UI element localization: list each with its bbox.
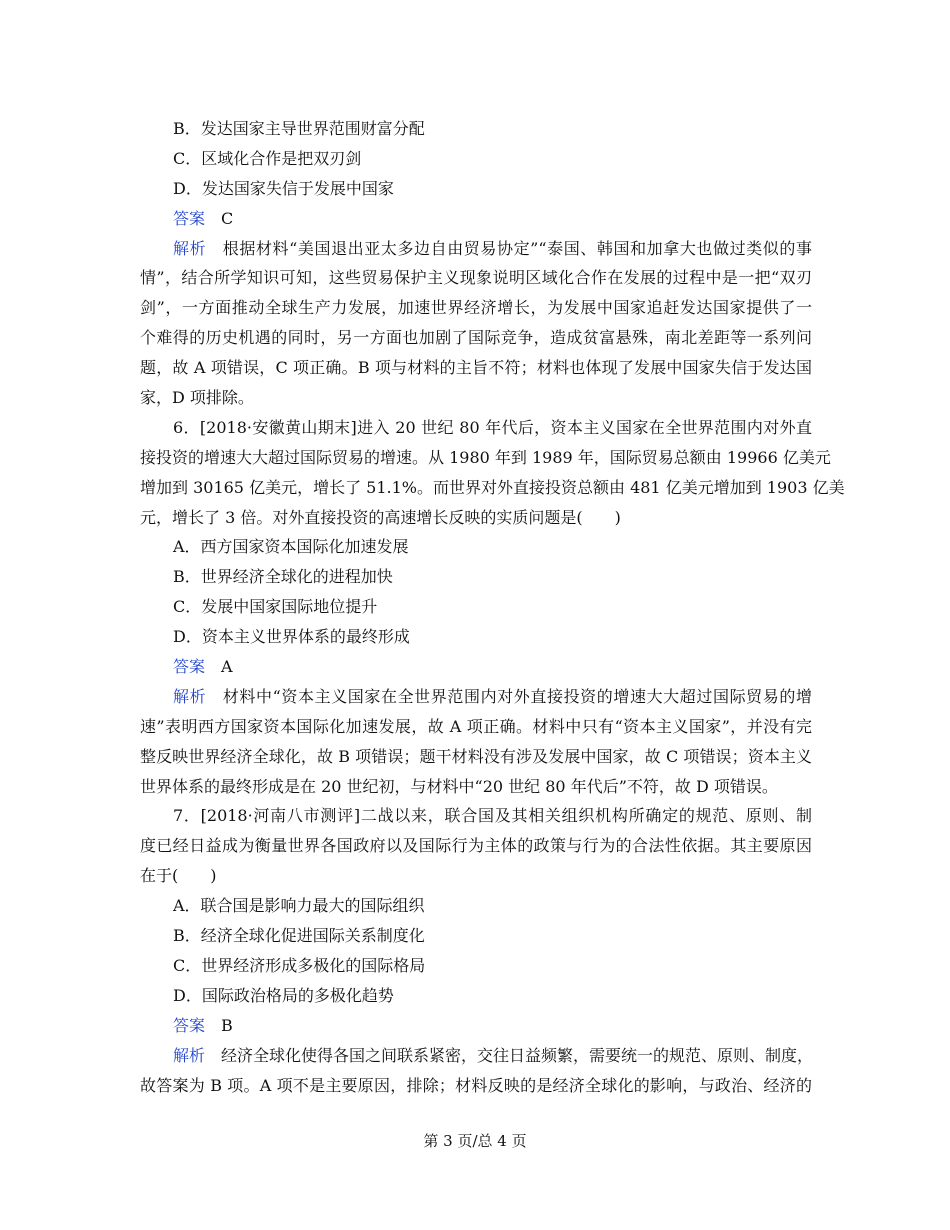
q7-analysis-line: 故答案为 B 项。A 项不是主要原因，排除；材料反映的是经济全球化的影响，与政治、经济的 xyxy=(140,1075,812,1095)
page-content xyxy=(140,114,845,1100)
q5-option-b: B．发达国家主导世界范围财富分配 xyxy=(173,119,425,138)
q6-analysis-line: 解析 材料中“资本主义国家在全世界范围内对外直接投资的增速大大超过国际贸易的增 xyxy=(173,686,812,706)
answer-label: 答案 xyxy=(173,657,206,677)
q5-analysis-line: 剑”，一方面推动全球生产力发展，加速世界经济增长，为发展中国家追赶发达国家提供了一 xyxy=(140,298,812,318)
q7-stem-line: 7．[2018·河南八市测评]二战以来，联合国及其相关组织机构所确定的规范、原则、制 xyxy=(173,806,812,826)
q5-analysis-line: 解析 根据材料“美国退出亚太多边自由贸易协定”“泰国、韩国和加拿大也做过类似的事 xyxy=(173,238,812,258)
q7-stem-line: 在于( ) xyxy=(140,866,217,886)
analysis-label: 解析 xyxy=(173,1045,206,1065)
q7-option-c: C．世界经济形成多极化的国际格局 xyxy=(173,955,426,975)
q6-stem-line: 6．[2018·安徽黄山期末]进入 20 世纪 80 年代后，资本主义国家在全世界范围内对外直 xyxy=(173,417,812,437)
q6-analysis-line: 整反映世界经济全球化，故 B 项错误；题干材料没有涉及发展中国家，故 C 项错误；资本主义 xyxy=(140,746,812,766)
analysis-label: 解析 xyxy=(173,238,207,258)
q7-option-d: D．国际政治格局的多极化趋势 xyxy=(173,985,394,1005)
q6-analysis-line: 速”表明西方国家资本国际化加速发展，故 A 项正确。材料中只有“资本主义国家”，并没有完 xyxy=(140,716,812,736)
q6-stem-line: 增加到 30165 亿美元，增长了 51.1%。而世界对外直接投资总额由 481 亿美元增加到 1903 亿美 xyxy=(140,477,845,497)
q6-analysis-line: 世界体系的最终形成是在 20 世纪初，与材料中“20 世纪 80 年代后”不符，故 D 项错误。 xyxy=(140,776,778,796)
q6-option-c: C．发展中国家国际地位提升 xyxy=(173,597,378,617)
q7-answer xyxy=(140,1011,812,1041)
q7-stem-line: 度已经日益成为衡量世界各国政府以及国际行为主体的政策与行为的合法性依据。其主要原因 xyxy=(140,836,812,856)
page-footer: 第 3 页/总 4 页 xyxy=(423,1132,527,1150)
q6-stem-line: 接投资的增速大大超过国际贸易的增速。从 1980 年到 1989 年，国际贸易总额由 19966 亿美元 xyxy=(140,447,831,467)
answer-label: 答案 xyxy=(173,208,206,228)
q6-answer xyxy=(140,652,812,682)
answer-value: A xyxy=(221,657,233,677)
q6-option-d: D．资本主义世界体系的最终形成 xyxy=(173,627,410,647)
q7-analysis-line: 解析 经济全球化使得各国之间联系紧密，交往日益频繁，需要统一的规范、原则、制度， xyxy=(173,1045,814,1065)
q5-analysis-line: 家，D 项排除。 xyxy=(140,388,254,408)
q6-option-b: B．世界经济全球化的进程加快 xyxy=(173,567,393,587)
answer-value: B xyxy=(221,1015,233,1035)
q5-option-d: D．发达国家失信于发展中国家 xyxy=(173,178,394,198)
answer-label: 答案 xyxy=(173,1015,206,1035)
q5-analysis-line: 情”，结合所学知识可知，这些贸易保护主义现象说明区域化合作在发展的过程中是一把“双刃 xyxy=(140,268,812,288)
q6-option-a: A．西方国家资本国际化加速发展 xyxy=(173,537,409,557)
q7-option-a: A．联合国是影响力最大的国际组织 xyxy=(173,896,425,916)
q5-analysis-line: 题，故 A 项错误，C 项正确。B 项与材料的主旨不符；材料也体现了发展中国家失信于发达国 xyxy=(140,358,812,378)
q7-option-b: B．经济全球化促进国际关系制度化 xyxy=(173,926,425,946)
q5-analysis-line: 个难得的历史机遇的同时，另一方面也加剧了国际竞争，造成贫富悬殊，南北差距等一系列问 xyxy=(140,328,812,348)
answer-value: C xyxy=(221,208,234,228)
q5-option-c: C．区域化合作是把双刃剑 xyxy=(173,148,362,168)
q6-stem-line: 元，增长了 3 倍。对外直接投资的高速增长反映的实质问题是( ) xyxy=(140,507,621,527)
q5-answer xyxy=(140,204,812,234)
analysis-label: 解析 xyxy=(173,686,207,706)
